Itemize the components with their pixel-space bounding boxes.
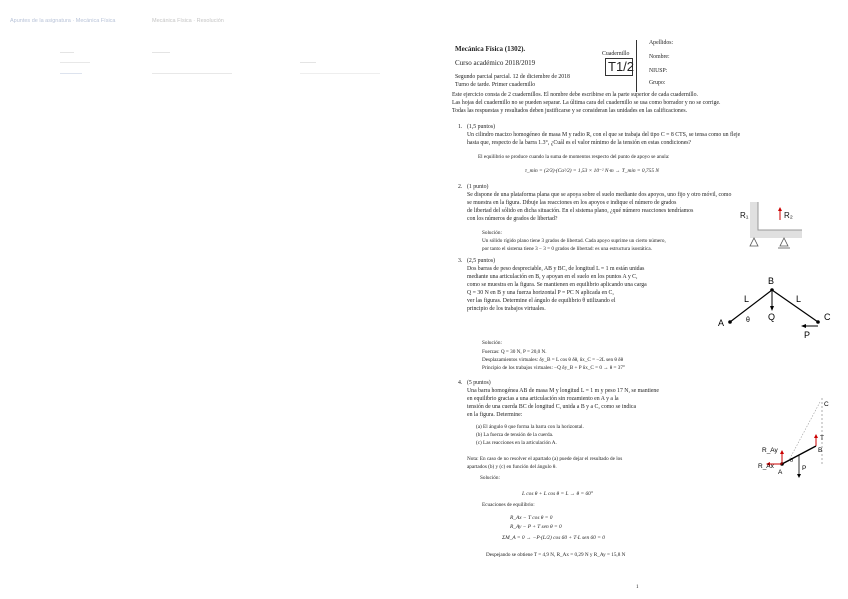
course-title: Mecánica Física (1302). [455, 45, 526, 53]
problem-2-solution-label: Solución: [482, 230, 502, 236]
arrow-head [780, 450, 784, 454]
problem-4-line: en equilibrio gracias a una articulación sin rozamiento en A y a la [467, 396, 619, 402]
label-q: Q [768, 312, 776, 322]
problem-1-number: 1. [458, 124, 463, 130]
label-rax: R_Ax [758, 463, 774, 470]
faint-line [300, 73, 380, 74]
booklet-code: T1/2 [608, 59, 635, 74]
viewer-header-mid[interactable]: Mecánica Física · Resolución [152, 18, 224, 24]
problem-2-line: se muestra en la figura. Dibuje las reacciones en los apoyos e indique el número de grados [467, 200, 677, 206]
problem-3-number: 3. [458, 258, 463, 264]
label-theta: θ [790, 458, 794, 464]
problem-3-solution: Principio de los trabajos virtuales: −Q δy_B + P δx_C = 0 → θ = 37° [482, 365, 626, 371]
problem-3-line: Q = 30 N en B y una fuerza horizontal P = PC N aplicada en C, [467, 290, 614, 296]
label-a: A [718, 318, 725, 328]
problem-4-final: Despejando se obtiene T = 4,9 N, R_Ax = 0,29 N y R_Ay = 15,8 N [486, 552, 626, 558]
label-c: C [824, 401, 829, 408]
problem-4-eq-label: Ecuaciones de equilibrio: [482, 502, 535, 508]
viewer-header-left[interactable]: Apuntes de la asignatura · Mecánica Física [10, 18, 116, 24]
problem-3-solution: Fuerzas: Q = 30 N, P = 20,0 N. [482, 349, 547, 355]
intro-line: Este ejercicio consta de 2 cuadernillos. El nombre debe escribirse en la parte superior de cada cuadernillo. [452, 92, 698, 98]
problem-4-eq: R_Ay − P + T sen θ = 0 [510, 524, 562, 530]
problem-1-formula: τ_min = (2/3)·(Ca²/2) = 1,53 × 10⁻² N·m → T_min = 0,755 N [525, 168, 659, 174]
label-theta: θ [746, 317, 750, 324]
faint-line [60, 73, 82, 74]
field-divider [636, 40, 637, 92]
problem-3-line: ver las figuras. Determine el ángulo de equilibrio θ utilizando el [467, 298, 616, 304]
problem-2-line: de libertad del sólido en dicha situación. En el sistema plano, ¿qué número reacciones tendríamos [467, 208, 694, 214]
bar-ab [730, 290, 772, 322]
bar-bc [772, 290, 818, 322]
label-a: A [778, 469, 783, 476]
arrow-head [801, 324, 806, 328]
problem-1-points: (1,5 puntos) [467, 124, 496, 130]
faint-line [300, 62, 316, 63]
problem-3-line: Dos barras de peso despreciable, AB y BC, de longitud L = 1 m están unidas [467, 266, 645, 272]
label-p: P [804, 330, 811, 340]
label-l-left: L [744, 294, 750, 304]
roller-support-icon [780, 238, 788, 246]
problem-4-eq: ΣM_A = 0 → −P·(L/2) cos 60 + T·L sen 60 = 0 [502, 535, 605, 541]
joint-a [728, 320, 732, 324]
problem-3-solution: Desplazamientos virtuales: δy_B = L cos θ δθ, δx_C = −2L sen θ δθ [482, 357, 624, 363]
problem-1-line: hasta que, respecto de la barra 1.3°, ¿Cuál es el valor mínimo de la tensión en estas condiciones? [467, 140, 692, 146]
problem-3-points: (2,5 puntos) [467, 258, 496, 264]
label-p: P [802, 465, 807, 472]
arrow-head [797, 474, 801, 478]
intro-line: Todas las respuestas y resultados deben justificarse y se consideran las unidades en las calificaciones. [452, 108, 688, 114]
problem-4-solution-label: Solución: [480, 475, 500, 481]
field-apellidos: Apellidos: [649, 40, 674, 46]
problem-3-solution-label: Solución: [482, 340, 502, 346]
faint-line [152, 73, 232, 74]
label-b: B [818, 447, 823, 454]
field-niusp: NIUSP: [649, 68, 668, 74]
faint-line [60, 62, 90, 63]
arrow-head [814, 434, 818, 438]
problem-4-note: Nota: En caso de no resolver el apartado (a) puede dejar el resultado de los [467, 456, 623, 462]
page-number: 1 [636, 584, 639, 590]
field-grupo: Grupo: [649, 80, 666, 86]
problem-4-line: en la figura. Determine: [467, 412, 523, 418]
problem-2-solution: Un sólido rígido plano tiene 3 grados de libertad. Cada apoyo suprime un cierto número, [482, 238, 666, 244]
booklet-label: Cuadernillo [602, 51, 630, 57]
arrow-head [770, 306, 774, 311]
problem-3-line: como se muestra en la figura. Se mantienen en equilibrio aplicando una carga [467, 282, 647, 288]
problem-4-line: tensión de una cuerda BC de longitud C, unida a B y a C, como se indica [467, 404, 637, 410]
problem-4-formula: L cos θ + L cos θ = L → θ = 60° [522, 491, 594, 497]
problem-3-figure [718, 270, 846, 342]
problem-2-line: con los números de grados de libertad? [467, 216, 558, 222]
label-b: B [768, 276, 775, 286]
academic-year: Curso académico 2018/2019 [455, 59, 536, 67]
problem-4-item: (a) El ángulo θ que forma la barra con la horizontal. [476, 424, 584, 430]
problem-4-item: (b) La fuerza de tensión de la cuerda. [476, 432, 554, 438]
problem-3-line: mediante una articulación en B, y apoyan en el suelo en los puntos A y C, [467, 274, 638, 280]
exam-page [440, 0, 848, 599]
intro-line: Las hojas del cuadernillo no se pueden separar. La última cara del cuadernillo se usa como borrador y no se corrige. [452, 100, 721, 106]
problem-4-number: 4. [458, 380, 463, 386]
label-c: C [824, 312, 831, 322]
problem-4-line: Una barra homogénea AB de masa M y longitud L = 1 m y peso 17 N, se mantiene [467, 388, 659, 394]
problem-2-line: Se dispone de una plataforma plana que se apoya sobre el suelo mediante dos apoyos, uno fijo y otro móvil, como [467, 192, 732, 198]
label-ray: R_Ay [762, 447, 778, 454]
fixed-support-icon [750, 238, 758, 246]
support-base [750, 230, 802, 238]
problem-4-eq: R_Ax − T cos θ = 0 [510, 515, 553, 521]
problem-4-note: apartados (b) y (c) en función del ángulo θ. [467, 464, 557, 470]
problem-1-solution: El equilibrio se produce cuando la suma de momentos respecto del punto de apoyo se anula: [478, 154, 670, 160]
problem-3-line: principio de los trabajos virtuales. [467, 306, 546, 312]
faint-line [60, 52, 74, 53]
reaction-label-r2: R₂ [784, 211, 793, 220]
problem-4-figure [758, 396, 838, 492]
joint-b [770, 288, 774, 292]
problem-2-solution: por tanto el sistema tiene 3 − 3 = 0 grados de libertad: es una estructura isostática. [482, 246, 652, 252]
field-nombre: Nombre: [649, 54, 670, 60]
exam-turn: Turno de tarde. Primer cuadernillo [455, 82, 536, 88]
problem-4-points: (5 puntos) [467, 380, 491, 386]
problem-2-number: 2. [458, 184, 463, 190]
problem-2-points: (1 punto) [467, 184, 489, 190]
problem-1-line: Un cilindro macizo homogéneo de masa M y radio R, con el que se trabaja del tipo C = 8 CTS, se tensa como un fleje [467, 132, 741, 138]
reaction-label-r1: R₁ [740, 211, 749, 220]
exam-date: Segundo parcial parcial. 12 de diciembre de 2018 [455, 74, 570, 80]
label-t: T [820, 435, 824, 442]
problem-2-figure [740, 196, 810, 252]
arrow-head [778, 207, 782, 211]
label-l-right: L [796, 294, 802, 304]
faint-line [152, 52, 170, 53]
joint-c [816, 320, 820, 324]
problem-4-item: (c) Las reacciones en la articulación A. [476, 440, 557, 446]
